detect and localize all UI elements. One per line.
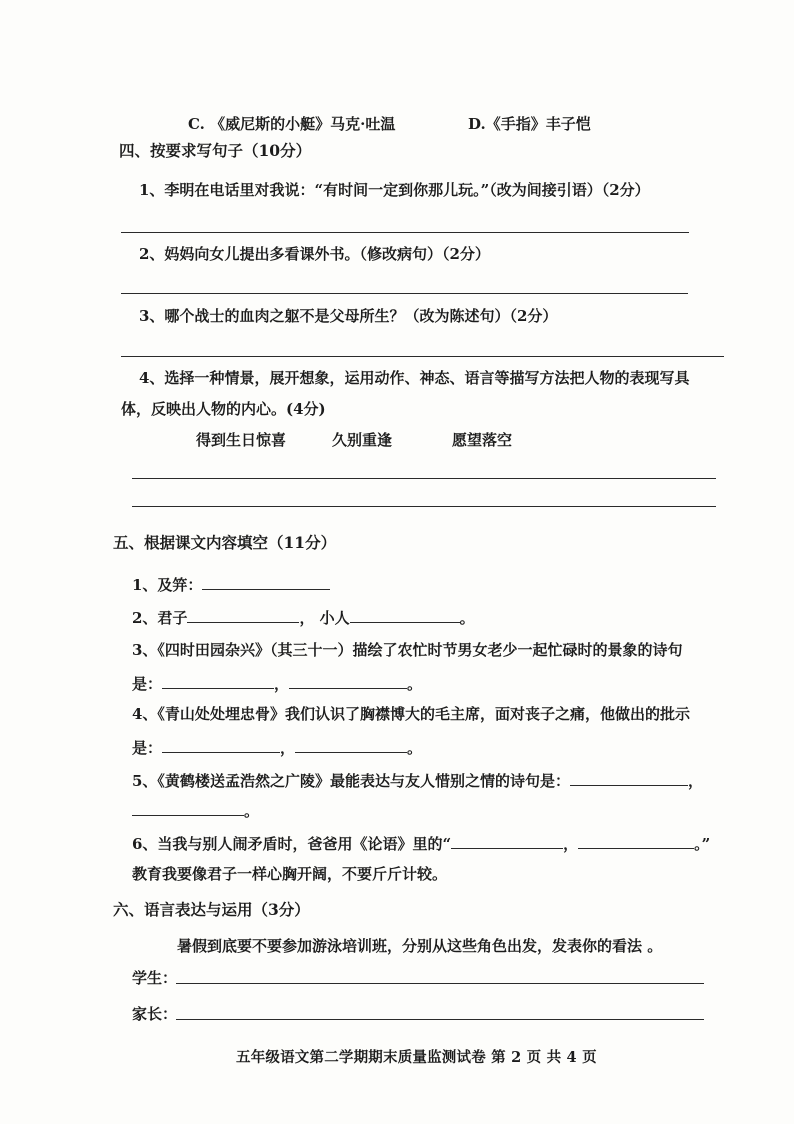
s5-q3-prefix: 是：	[132, 675, 163, 693]
s5-q2-label-a: 2、君子	[132, 609, 188, 627]
scene-option-1: 得到生日惊喜	[196, 431, 287, 449]
s6-prompt: 暑假到底要不要参加游泳培训班，分别从这些角色出发，发表你的看法 。	[177, 937, 663, 955]
s5-q3-blank-2[interactable]	[289, 673, 407, 689]
s5-q3-blank-1[interactable]	[162, 673, 274, 689]
s4-q4-answer-line-1[interactable]	[132, 478, 716, 479]
s6-parent-label: 家长：	[132, 1005, 178, 1023]
s5-q2-blank-1[interactable]	[187, 607, 299, 623]
s5-question-3-line2	[132, 673, 422, 694]
s4-question-3: 3、哪个战士的血肉之躯不是父母所生？（改为陈述句）（2分）	[139, 307, 558, 325]
choice-option-d: D.《手指》丰子恺	[468, 115, 591, 133]
s5-question-5-line1	[132, 770, 703, 791]
s5-question-6-line1	[132, 833, 710, 854]
s5-q5-text: 5、《黄鹤楼送孟浩然之广陵》最能表达与友人惜别之情的诗句是：	[132, 772, 570, 790]
s5-q3-period: 。	[407, 675, 423, 693]
section-4-title: 四、按要求写句子（10分）	[119, 141, 312, 160]
s5-q2-label-b: ， 小人	[299, 609, 350, 627]
s5-q4-blank-1[interactable]	[162, 737, 280, 753]
s5-q5-comma: ，	[687, 772, 703, 790]
s5-q6-text: 6、当我与别人闹矛盾时，爸爸用《论语》里的“	[132, 835, 452, 853]
s6-parent-answer-line[interactable]	[176, 1019, 704, 1020]
s5-q6-blank-2[interactable]	[578, 833, 694, 849]
s4-question-1: 1、李明在电话里对我说：“有时间一定到你那儿玩。”（改为间接引语）（2分）	[139, 181, 650, 199]
page-footer: 五年级语文第二学期期末质量监测试卷 第 2 页 共 4 页	[236, 1049, 597, 1066]
s5-q2-end: 。	[459, 609, 475, 627]
s5-q4-blank-2[interactable]	[295, 737, 407, 753]
s5-q4-comma: ，	[280, 739, 296, 757]
s4-q4-answer-line-2[interactable]	[132, 506, 716, 507]
scene-option-3: 愿望落空	[452, 431, 513, 449]
s5-question-4-line2	[132, 737, 422, 758]
s4-q3-answer-line[interactable]	[121, 356, 724, 357]
s5-q6-end: 。”	[694, 835, 711, 853]
s4-question-2: 2、妈妈向女儿提出多看课外书。（修改病句）（2分）	[139, 245, 490, 263]
s6-student-answer-line[interactable]	[176, 983, 704, 984]
s5-q5-period: 。	[244, 802, 260, 820]
s5-question-5-line2	[132, 800, 259, 821]
s4-question-4-line2: 体，反映出人物的内心。(4分)	[121, 400, 326, 418]
s5-question-3-line1: 3、《四时田园杂兴》（其三十一）描绘了农忙时节男女老少一起忙碌时的景象的诗句	[132, 641, 683, 659]
s5-q6-comma: ，	[563, 835, 579, 853]
s5-q4-period: 。	[407, 739, 423, 757]
s5-q4-prefix: 是：	[132, 739, 163, 757]
s6-student-label: 学生：	[132, 969, 178, 987]
s5-question-2	[132, 607, 475, 628]
scene-option-2: 久别重逢	[332, 431, 393, 449]
s5-q1-label: 1、及笄：	[132, 576, 203, 594]
section-6-title: 六、语言表达与运用（3分）	[113, 900, 310, 919]
s5-q6-blank-1[interactable]	[451, 833, 563, 849]
s5-q5-blank-2[interactable]	[132, 800, 244, 816]
s5-question-4-line1: 4、《青山处处埋忠骨》我们认识了胸襟博大的毛主席，面对丧子之痛，他做出的批示	[132, 705, 690, 723]
s5-q1-blank[interactable]	[202, 574, 330, 590]
s4-q2-answer-line[interactable]	[121, 293, 688, 294]
s5-q3-comma: ，	[274, 675, 290, 693]
s4-q1-answer-line[interactable]	[121, 232, 689, 233]
choice-option-c: C. 《威尼斯的小艇》马克·吐温	[188, 115, 396, 133]
section-5-title: 五、根据课文内容填空（11分）	[113, 533, 337, 552]
s4-question-4-line1: 4、选择一种情景，展开想象，运用动作、神态、语言等描写方法把人物的表现写具	[139, 369, 690, 387]
s5-question-6-line2: 教育我要像君子一样心胸开阔，不要斤斤计较。	[132, 865, 448, 883]
s5-question-1	[132, 574, 330, 595]
s5-q5-blank-1[interactable]	[570, 770, 688, 786]
s5-q2-blank-2[interactable]	[350, 607, 460, 623]
